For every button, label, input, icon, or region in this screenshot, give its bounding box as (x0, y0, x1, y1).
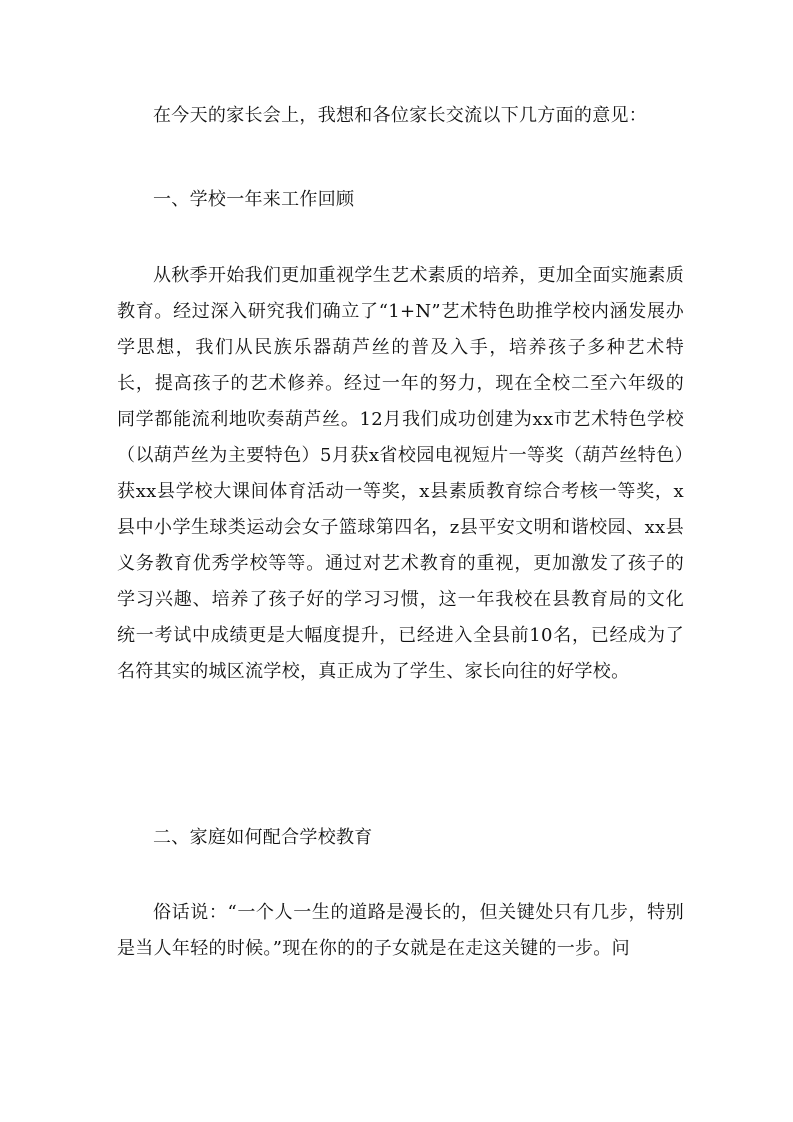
section-heading-family: 二、家庭如何配合学校教育 (153, 827, 373, 848)
intro-paragraph: 在今天的家长会上，我想和各位家长交流以下几方面的意见： (153, 105, 648, 126)
review-paragraph: 从秋季开始我们更加重视学生艺术素质的培养，更加全面实施素质教育。经过深入研究我们确立了“1+N”艺术特色助推学校内涵发展办学思想，我们从民族乐器葫芦丝的普及入手，培养孩子多种艺术特长，提高孩子的艺术修养。经过一年的努力，现在全校二至六年级的同学都能流利地吹奏葫芦丝。12月我们成功创建为xx市艺术特色学校（以葫芦丝为主要特色）5月获x省校园电视短片一等奖（葫芦丝特色）获xx县学校大课间体育活动一等奖，x县素质教育综合考核一等奖，x县中小学生球类运动会女子篮球第四名，z县平安文明和谐校园、xx县义务教育优秀学校等等。通过对艺术教育的重视，更加激发了孩子的学习兴趣、培养了孩子好的学习习惯，这一年我校在县教育局的文化统一考试中成绩更是大幅度提升，已经进入全县前10名，已经成为了名符其实的城区流学校，真正成为了学生、家长向往的好学校。 (117, 265, 684, 682)
section-heading-review: 一、学校一年来工作回顾 (153, 189, 355, 210)
family-paragraph: 俗话说：“一个人一生的道路是漫长的，但关键处只有几步，特别是当人年轻的时候。”现在你的的子女就是在走这关键的一步。问 (117, 902, 684, 959)
